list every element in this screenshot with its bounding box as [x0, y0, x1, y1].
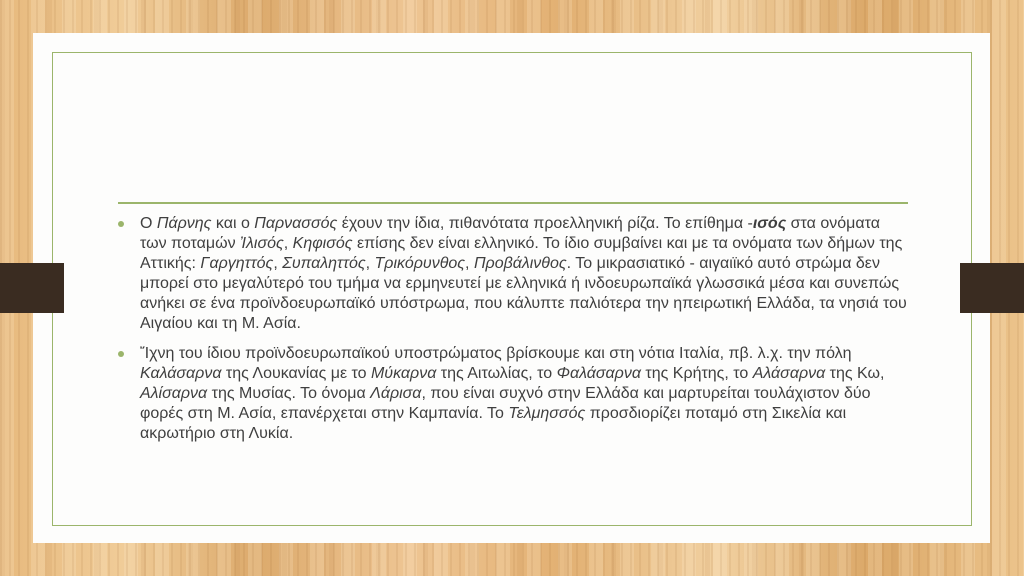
text-run: της Μυσίας. Το όνομα — [207, 385, 371, 402]
title-divider — [118, 202, 908, 204]
italic-term-falasarna: Φαλάσαρνα — [556, 365, 641, 382]
text-run: της Αιτωλίας, το — [436, 365, 557, 382]
right-edge-bar — [960, 263, 1024, 313]
text-run: και ο — [211, 215, 255, 232]
italic-term-kifisos: Κηφισός — [292, 235, 353, 252]
text-run: της Κρήτης, το — [640, 365, 753, 382]
italic-term-kalasarna: Καλάσαρνα — [140, 365, 222, 382]
text-run: . Το μικρασιατικό - αιγαιϊκό αυτό στρώμα δεν μπορεί στο μεγαλύτερό του τμήμα να ερμηνευτεί με ελληνικά ή ινδοευρωπαϊκά γλωσσικά μέσα και συνεπώς ανήκει σε ένα προϊνδοευρωπαϊκό υπόστρωμα, που κάλυπτε παλιότερα την ηπειρωτική Ελλάδα, τα νησιά του Αιγαίου και τη Μ. Ασία. — [140, 255, 907, 332]
text-run: της Κω, — [825, 365, 885, 382]
italic-term-provalinthos: Προβάλινθος — [473, 255, 567, 272]
italic-term-ilisos: Ἰλισός — [240, 235, 284, 252]
italic-term-sypalittos: Συπαληττός — [282, 255, 366, 272]
text-run: έχουν την ίδια, πιθανότατα προελληνική ρίζα. Το επίθημα - — [337, 215, 753, 232]
left-edge-bar — [0, 263, 64, 313]
text-run: επίσης δεν είναι ελληνικό. Το ίδιο συμβαίνει και με τα ονόματα των δήμων της Αττικής: — [140, 235, 903, 272]
bullet-2-text — [140, 344, 908, 444]
text-run: , — [273, 255, 283, 272]
text-run: της Λουκανίας με το — [221, 365, 371, 382]
text-run: , που είναι συχνό στην Ελλάδα και μαρτυρείται τουλάχιστον δύο φορές στη Μ. Ασία, επανέρχεται στην Καμπανία. Το — [140, 385, 871, 422]
text-run: , — [283, 235, 293, 252]
bullet-item-2 — [118, 344, 908, 444]
italic-term-trikorynthos: Τρικόρυνθος — [374, 255, 466, 272]
text-run: στα ονόματα των ποταμών — [140, 215, 880, 252]
italic-term-parnis: Πάρνης — [156, 215, 212, 232]
text-run: , — [465, 255, 474, 272]
bullet-marker-icon — [118, 351, 124, 357]
italic-term-parnassos: Παρνασσός — [254, 215, 338, 232]
text-run: Ἴχνη του ίδιου προϊνδοευρωπαϊκού υποστρώματος βρίσκουμε και στη νότια Ιταλία, πβ. λ.χ. την πόλη — [140, 345, 852, 362]
bullet-1-text — [140, 214, 908, 334]
italic-term-alisarna: Αλίσαρνα — [140, 385, 208, 402]
bold-italic-suffix-isos: ισός — [752, 215, 787, 232]
content-body — [118, 214, 908, 454]
text-run: , — [365, 255, 375, 272]
italic-term-telmissos: Τελμησσός — [508, 405, 586, 422]
bullet-item-1 — [118, 214, 908, 334]
text-run: προσδιορίζει ποταμό στη Σικελία και ακρωτήριο στη Λυκία. — [140, 405, 847, 442]
text-run: Ο — [140, 215, 157, 232]
italic-term-larisa: Λάρισα — [370, 385, 422, 402]
bullet-marker-icon — [118, 221, 124, 227]
italic-term-mykarna: Μύκαρνα — [370, 365, 437, 382]
italic-term-alasarna: Αλάσαρνα — [752, 365, 826, 382]
italic-term-gargittos: Γαργηττός — [200, 255, 274, 272]
